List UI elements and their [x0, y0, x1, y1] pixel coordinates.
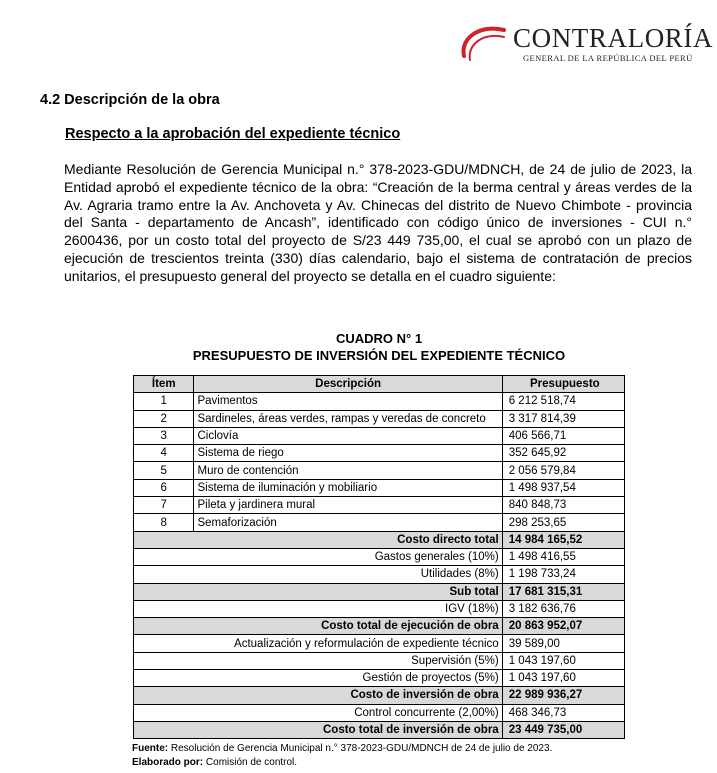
- summary-row: [134, 670, 625, 687]
- summary-label: Costo total de inversión de obra: [134, 721, 503, 738]
- subsection-title: Respecto a la aprobación del expediente técnico: [65, 126, 401, 142]
- item-number: 8: [134, 514, 194, 531]
- logo-subtitle: GENERAL DE LA REPÚBLICA DEL PERÚ: [523, 53, 693, 63]
- source-text: Resolución de Gerencia Municipal n.° 378-2023-GDU/MDNCH de 24 de julio de 2023.: [170, 743, 553, 754]
- summary-value: 39 589,00: [502, 635, 624, 652]
- total-row: [134, 531, 625, 548]
- total-row: [134, 583, 625, 600]
- summary-row: [134, 566, 625, 583]
- summary-label: Supervisión (5%): [134, 652, 503, 669]
- table-caption-number: CUADRO N° 1: [335, 331, 423, 346]
- summary-value: 3 182 636,76: [502, 600, 624, 617]
- summary-label: Utilidades (8%): [134, 566, 503, 583]
- summary-value: 1 198 733,24: [502, 566, 624, 583]
- prepared-text: Comisión de control.: [205, 757, 298, 768]
- section-title: 4.2 Descripción de la obra: [40, 92, 220, 108]
- summary-row: [134, 548, 625, 565]
- item-budget: 840 848,73: [502, 497, 624, 514]
- source-note: [132, 743, 552, 754]
- table-row: [134, 497, 625, 514]
- summary-value: 1 043 197,60: [502, 652, 624, 669]
- source-label: Fuente:: [132, 743, 169, 754]
- item-number: 7: [134, 497, 194, 514]
- item-description: Pavimentos: [194, 393, 502, 410]
- summary-row: [134, 704, 625, 721]
- summary-label: Costo total de ejecución de obra: [134, 618, 503, 635]
- total-row: [134, 687, 625, 704]
- summary-row: [134, 635, 625, 652]
- summary-value: 20 863 952,07: [502, 618, 624, 635]
- item-description: Semaforización: [194, 514, 502, 531]
- item-budget: 6 212 518,74: [502, 393, 624, 410]
- summary-value: 14 984 165,52: [502, 531, 624, 548]
- summary-label: Costo directo total: [134, 531, 503, 548]
- header-description: Descripción: [194, 376, 502, 393]
- summary-label: Sub total: [134, 583, 503, 600]
- item-description: Sistema de riego: [194, 445, 502, 462]
- prepared-label: Elaborado por:: [132, 757, 204, 768]
- summary-row: [134, 600, 625, 617]
- table-caption-title: PRESUPUESTO DE INVERSIÓN DEL EXPEDIENTE TÉCNICO: [192, 348, 566, 363]
- summary-value: 17 681 315,31: [502, 583, 624, 600]
- item-number: 6: [134, 479, 194, 496]
- budget-table: [133, 375, 625, 739]
- contraloria-swoosh-icon: [458, 20, 512, 66]
- summary-value: 23 449 735,00: [502, 721, 624, 738]
- summary-label: Control concurrente (2,00%): [134, 704, 503, 721]
- item-description: Ciclovía: [194, 427, 502, 444]
- item-description: Muro de contención: [194, 462, 502, 479]
- item-budget: 406 566,71: [502, 427, 624, 444]
- summary-value: 1 498 416,55: [502, 548, 624, 565]
- item-number: 5: [134, 462, 194, 479]
- table-row: [134, 462, 625, 479]
- header-item: Ítem: [134, 376, 194, 393]
- total-row: [134, 618, 625, 635]
- item-budget: 1 498 937,54: [502, 479, 624, 496]
- header-budget: Presupuesto: [502, 376, 624, 393]
- summary-value: 468 346,73: [502, 704, 624, 721]
- item-budget: 3 317 814,39: [502, 410, 624, 427]
- item-budget: 2 056 579,84: [502, 462, 624, 479]
- item-budget: 298 253,65: [502, 514, 624, 531]
- item-description: Sardineles, áreas verdes, rampas y veredas de concreto: [194, 410, 502, 427]
- table-row: [134, 427, 625, 444]
- item-description: Pileta y jardinera mural: [194, 497, 502, 514]
- logo-name: CONTRALORÍA: [513, 23, 714, 53]
- item-number: 2: [134, 410, 194, 427]
- item-number: 1: [134, 393, 194, 410]
- item-budget: 352 645,92: [502, 445, 624, 462]
- table-row: [134, 479, 625, 496]
- table-row: [134, 445, 625, 462]
- summary-label: Gestión de proyectos (5%): [134, 670, 503, 687]
- summary-row: [134, 652, 625, 669]
- summary-label: Costo de inversión de obra: [134, 687, 503, 704]
- summary-label: Actualización y reformulación de expediente técnico: [134, 635, 503, 652]
- total-row: [134, 721, 625, 738]
- summary-value: 22 989 936,27: [502, 687, 624, 704]
- prepared-by-note: [132, 757, 297, 768]
- table-row: [134, 514, 625, 531]
- summary-label: IGV (18%): [134, 600, 503, 617]
- table-row: [134, 393, 625, 410]
- body-paragraph: Mediante Resolución de Gerencia Municipal n.° 378-2023-GDU/MDNCH, de 24 de julio de 2023, la Entidad aprobó el expediente técnico de la obra: “Creación de la berma central y áreas verdes de la Av. Agraria tramo entre la Av. Anchoveta y Av. Chinecas del distrito de Nuevo Chimbote - provincia del Santa - departamento de Ancash”, identificado con código único de inversiones - CUI n.° 2600436, por un costo total del proyecto de S/23 449 735,00, el cual se aprobó con un plazo de ejecución de trescientos treinta (330) días calendario, bajo el sistema de contratación de precios unitarios, el presupuesto general del proyecto se detalla en el cuadro siguiente:: [64, 161, 692, 284]
- table-row: [134, 410, 625, 427]
- summary-label: Gastos generales (10%): [134, 548, 503, 565]
- contraloria-logo: [458, 20, 714, 68]
- item-number: 4: [134, 445, 194, 462]
- item-number: 3: [134, 427, 194, 444]
- summary-value: 1 043 197,60: [502, 670, 624, 687]
- item-description: Sistema de iluminación y mobiliario: [194, 479, 502, 496]
- table-header-row: [134, 376, 625, 393]
